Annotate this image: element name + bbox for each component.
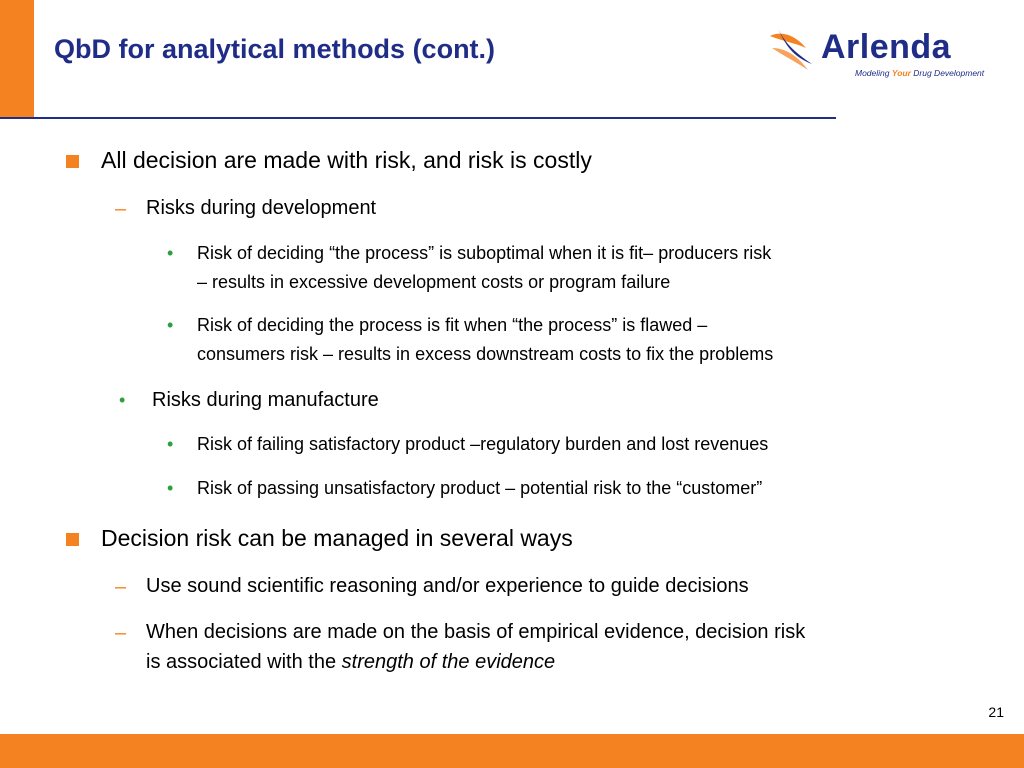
logo-tagline-highlight: Your xyxy=(891,68,911,78)
sub-sub-point-4: Risk of passing unsatisfactory product – potential risk to the “customer” xyxy=(197,478,763,498)
logo-tagline-end: Drug Development xyxy=(910,68,985,78)
sub-sub-point-3: Risk of failing satisfactory product –regulatory burden and lost revenues xyxy=(197,434,769,454)
dot-bullet-icon: • xyxy=(119,390,126,410)
sub-point-sound-reasoning: Use sound scientific reasoning and/or experience to guide decisions xyxy=(146,575,749,597)
dot-bullet-icon: • xyxy=(167,434,174,454)
sub-sub-point-2-line-2: consumers risk – results in excess downstream costs to fix the problems xyxy=(197,344,774,364)
square-bullet-icon xyxy=(66,533,79,546)
dot-bullet-icon: • xyxy=(167,315,174,335)
logo-tagline-start: Modeling xyxy=(855,68,892,78)
sub-point-risks-development: Risks during development xyxy=(146,197,377,219)
bullet-point-2: Decision risk can be managed in several ways xyxy=(101,525,573,551)
dot-bullet-icon: • xyxy=(167,243,174,263)
dot-bullet-icon: • xyxy=(167,478,174,498)
sub-sub-point-1-line-2: – results in excessive development costs or program failure xyxy=(197,272,671,292)
sub-point-risks-manufacture: Risks during manufacture xyxy=(152,389,379,411)
dash-bullet-icon: – xyxy=(115,576,127,598)
dash-bullet-icon: – xyxy=(115,622,127,644)
empirical-line-2-text: is associated with the xyxy=(146,651,342,673)
sub-point-empirical-line-2 xyxy=(146,651,555,674)
sub-sub-point-2-line-1: Risk of deciding the process is fit when “the process” is flawed – xyxy=(197,315,708,335)
square-bullet-icon xyxy=(66,155,79,168)
logo-wordmark: Arlenda xyxy=(821,28,952,66)
page-number: 21 xyxy=(988,704,1004,720)
slide-title: QbD for analytical methods (cont.) xyxy=(54,34,496,64)
empirical-line-2-emphasis: strength of the evidence xyxy=(341,651,556,673)
sub-sub-point-1-line-1: Risk of deciding “the process” is suboptimal when it is fit– producers risk xyxy=(197,243,772,263)
bottom-accent-band xyxy=(0,734,1024,768)
sub-point-empirical-line-1: When decisions are made on the basis of empirical evidence, decision risk xyxy=(146,621,806,643)
dash-bullet-icon: – xyxy=(115,198,127,220)
bullet-point-1: All decision are made with risk, and risk is costly xyxy=(101,147,592,173)
